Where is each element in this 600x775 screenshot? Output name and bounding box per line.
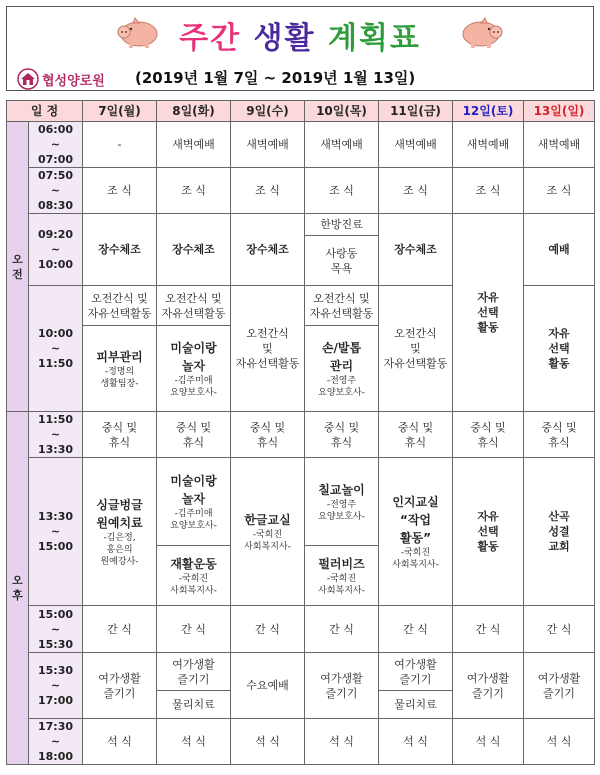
title-part-life: 생활 <box>253 21 316 56</box>
schedule-cell: 새벽예배 <box>379 122 453 168</box>
schedule-header-label: 일 정 <box>7 101 83 122</box>
schedule-cell: 중식 및 휴식 <box>83 412 157 458</box>
day-header-thu: 10일(목) <box>305 101 379 122</box>
time-cell: 17:30 ~ 18:00 <box>29 719 83 765</box>
schedule-cell: 새벽예배 <box>231 122 305 168</box>
pig-icon <box>459 15 505 49</box>
day-header-wed: 9일(수) <box>231 101 305 122</box>
schedule-cell: 여가생활 즐기기 <box>379 653 453 691</box>
activity-cell: 한글교실 -국희진 사회복지사- <box>231 458 305 606</box>
activity-cell: 손/발톱 관리 -전영주 요양보호사- <box>305 326 379 412</box>
schedule-cell: 물리치료 <box>379 691 453 719</box>
schedule-cell: 오전간식 및 자유선택활동 <box>305 286 379 326</box>
schedule-cell: 간 식 <box>379 606 453 653</box>
schedule-cell: 간 식 <box>231 606 305 653</box>
period-pm: 오 후 <box>7 412 29 765</box>
schedule-cell: 여가생활 즐기기 <box>305 653 379 719</box>
time-cell: 09:20 ~ 10:00 <box>29 214 83 286</box>
schedule-cell: 간 식 <box>157 606 231 653</box>
activity-cell: 미술이랑 놀자 -김주미애 요양보호사- <box>157 458 231 546</box>
schedule-cell: 석 식 <box>231 719 305 765</box>
day-header-sun: 13일(일) <box>524 101 595 122</box>
title-box <box>6 6 594 91</box>
institution-logo <box>17 67 105 91</box>
schedule-table <box>6 100 595 765</box>
activity-cell: 싱글벙글 원예치료 -김은정, 홍은의 원예강사- <box>83 458 157 606</box>
schedule-cell: 여가생활 즐기기 <box>83 653 157 719</box>
schedule-period: (2019년 1월 7일 ~ 2019년 1월 13일) <box>135 69 416 87</box>
time-cell: 07:50 ~ 08:30 <box>29 168 83 214</box>
schedule-cell: 새벽예배 <box>157 122 231 168</box>
time-cell: 15:00 ~ 15:30 <box>29 606 83 653</box>
time-cell: 06:00 ~ 07:00 <box>29 122 83 168</box>
schedule-cell: 조 식 <box>453 168 524 214</box>
schedule-cell: 중식 및 휴식 <box>231 412 305 458</box>
activity-cell: 피부관리 -정명의 생활팀장- <box>83 326 157 412</box>
activity-cell: 미술이랑 놀자 -김주미애 요양보호사- <box>157 326 231 412</box>
schedule-cell: 조 식 <box>157 168 231 214</box>
schedule-cell: 수요예배 <box>231 653 305 719</box>
day-header-tue: 8일(화) <box>157 101 231 122</box>
schedule-cell: 간 식 <box>453 606 524 653</box>
schedule-cell: 물리치료 <box>157 691 231 719</box>
schedule-cell: 여가생활 즐기기 <box>453 653 524 719</box>
page-title <box>7 13 593 57</box>
schedule-cell: 장수체조 <box>83 214 157 286</box>
time-cell: 11:50 ~ 13:30 <box>29 412 83 458</box>
schedule-cell: 조 식 <box>379 168 453 214</box>
institution-name: 협성양로원 <box>42 73 105 89</box>
period-am: 오 전 <box>7 122 29 412</box>
schedule-cell: 간 식 <box>305 606 379 653</box>
time-cell: 15:30 ~ 17:00 <box>29 653 83 719</box>
schedule-cell: 자유 선택 활동 <box>524 286 595 412</box>
schedule-cell: 사랑동 목욕 <box>305 236 379 286</box>
day-header-mon: 7일(월) <box>83 101 157 122</box>
schedule-cell: 자유 선택 활동 <box>453 214 524 412</box>
schedule-cell: 조 식 <box>231 168 305 214</box>
schedule-cell: 여가생활 즐기기 <box>524 653 595 719</box>
schedule-cell: 예배 <box>524 214 595 286</box>
schedule-cell: 조 식 <box>83 168 157 214</box>
schedule-cell: 중식 및 휴식 <box>379 412 453 458</box>
schedule-cell: 여가생활 즐기기 <box>157 653 231 691</box>
house-logo-icon <box>17 68 39 90</box>
schedule-cell: 간 식 <box>524 606 595 653</box>
schedule-cell: 간 식 <box>83 606 157 653</box>
schedule-cell: 산곡 성결 교회 <box>524 458 595 606</box>
schedule-cell: 자유 선택 활동 <box>453 458 524 606</box>
schedule-cell: 석 식 <box>305 719 379 765</box>
day-header-fri: 11일(금) <box>379 101 453 122</box>
schedule-cell: 석 식 <box>157 719 231 765</box>
schedule-cell: 새벽예배 <box>524 122 595 168</box>
activity-cell: 재활운동 -국희진 사회복지사- <box>157 546 231 606</box>
schedule-cell: 중식 및 휴식 <box>524 412 595 458</box>
time-cell: 13:30 ~ 15:00 <box>29 458 83 606</box>
schedule-cell: 오전간식 및 자유선택활동 <box>379 286 453 412</box>
schedule-cell: 오전간식 및 자유선택활동 <box>157 286 231 326</box>
schedule-cell: 중식 및 휴식 <box>453 412 524 458</box>
schedule-cell: 중식 및 휴식 <box>305 412 379 458</box>
schedule-cell: 오전간식 및 자유선택활동 <box>83 286 157 326</box>
schedule-cell: 조 식 <box>305 168 379 214</box>
schedule-cell: 장수체조 <box>231 214 305 286</box>
schedule-cell: 석 식 <box>453 719 524 765</box>
title-part-weekly: 주간 <box>179 21 242 56</box>
schedule-cell: 석 식 <box>379 719 453 765</box>
schedule-cell: 석 식 <box>83 719 157 765</box>
schedule-cell: 새벽예배 <box>305 122 379 168</box>
schedule-cell: 새벽예배 <box>453 122 524 168</box>
schedule-cell: 오전간식 및 자유선택활동 <box>231 286 305 412</box>
time-cell: 10:00 ~ 11:50 <box>29 286 83 412</box>
schedule-cell: 중식 및 휴식 <box>157 412 231 458</box>
schedule-cell: 조 식 <box>524 168 595 214</box>
schedule-cell: 장수체조 <box>157 214 231 286</box>
schedule-cell: - <box>83 122 157 168</box>
schedule-cell: 석 식 <box>524 719 595 765</box>
schedule-cell: 장수체조 <box>379 214 453 286</box>
schedule-cell: 한방진료 <box>305 214 379 236</box>
day-header-sat: 12일(토) <box>453 101 524 122</box>
title-part-plan: 계획표 <box>327 21 421 56</box>
activity-cell: 칠교놀이 -전영주 요양보호사- <box>305 458 379 546</box>
activity-cell: 인지교실 “작업 활동” -국희진 사회복지사- <box>379 458 453 606</box>
activity-cell: 펄러비즈 -국희진 사회복지사- <box>305 546 379 606</box>
